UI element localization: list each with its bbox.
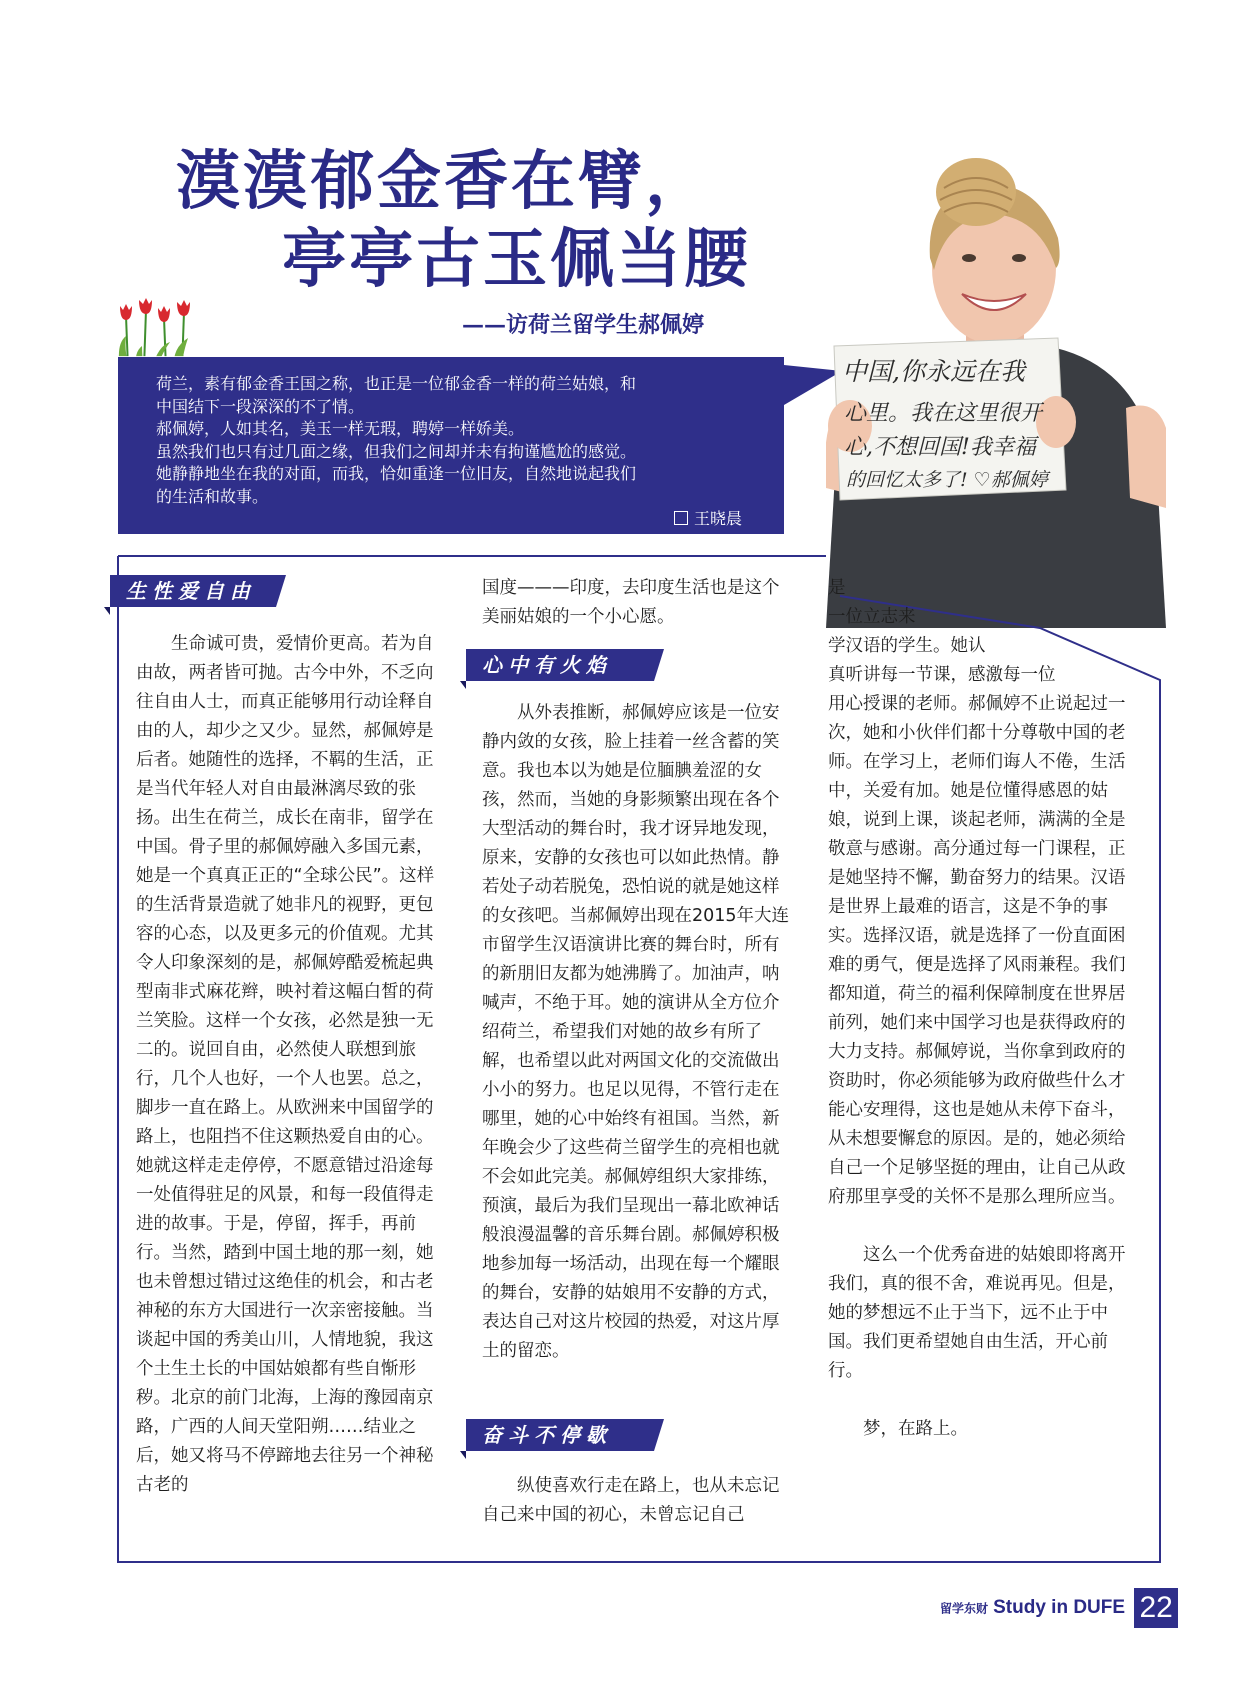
paragraph: 国度———印度，去印度生活也是这个美丽姑娘的一个小心愿。 — [482, 578, 780, 627]
sign-line: 中国,你永远在我 — [842, 357, 1025, 386]
page-number: 22 — [1134, 1588, 1178, 1628]
paragraph: 纵使喜欢行走在路上，也从未忘记自己来中国的初心，未曾忘记自己 — [482, 1476, 780, 1525]
paragraph: 从外表推断，郝佩婷应该是一位安静内敛的女孩，脸上挂着一丝含蓄的笑意。我也本以为她是位腼腆羞涩的女孩，然而，当她的身影频繁出现在各个大型活动的舞台时，我才讶异地发现，原来，安静的女孩也可以如此热情。静若处子动若脱兔，恐怕说的就是她这样的女孩吧。当郝佩婷出现在2015年大连市留学生汉语演讲比赛的舞台时，所有的新朋旧友都为她沸腾了。加油声，呐喊声，不绝于耳。她的演讲从全方位介绍荷兰，希望我们对她的故乡有所了解，也希望以此对两国文化的交流做出小小的努力。也足以见得，不管行走在哪里，她的心中始终有祖国。当然，新年晚会少了这些荷兰留学生的亮相也就不会如此完美。郝佩婷组织大家排练，预演，最后为我们呈现出一幕北欧神话般浪漫温馨的音乐舞台剧。郝佩婷积极地参加每一场活动，出现在每一个耀眼的舞台，安静的姑娘用不安静的方式，表达自己对这片校园的热爱，对这片厚土的留恋。 — [482, 703, 790, 1361]
sign-line: 的回忆太多了! ♡郝佩婷 — [846, 469, 1048, 491]
section-heading-text: 奋斗不停歇 — [482, 1423, 612, 1447]
paragraph: 这么一个优秀奋进的姑娘即将离开我们，真的很不舍，难说再见。但是，她的梦想远不止于当下，远不止于中国。我们更希望她自由生活，开心前行。 — [828, 1245, 1126, 1381]
magazine-name-cn: 留学东财 — [940, 1601, 989, 1616]
intro-line: 她静静地坐在我的对面，而我，恰如重逢一位旧友，自然地说起我们 — [156, 464, 637, 483]
column-2-lower — [482, 1472, 792, 1530]
magazine-name-en: Study in DUFE — [993, 1597, 1126, 1618]
sign-line: 心里。我在这里很开 — [844, 401, 1043, 426]
intro-line: 荷兰，素有郁金香王国之称，也正是一位郁金香一样的荷兰姑娘，和 — [156, 374, 637, 393]
text-line: 是 — [828, 578, 846, 598]
column-2 — [482, 699, 792, 1366]
column-1 — [136, 630, 446, 1500]
section-heading-text: 生性爱自由 — [126, 579, 256, 603]
paragraph: 生命诚可贵，爱情价更高。若为自由故，两者皆可抛。古今中外，不乏向往自由人士，而真正能够用行动诠释自由的人，却少之又少。显然，郝佩婷是后者。她随性的选择，不羁的生活，正是当代年轻人对自由最淋漓尽致的张扬。出生在荷兰，成长在南非，留学在中国。骨子里的郝佩婷融入多国元素，她是一个真真正正的“全球公民”。这样的生活背景造就了她非凡的视野，更包容的心态，以及更多元的价值观。尤其令人印象深刻的是，郝佩婷酷爱梳起典型南非式麻花辫，映衬着这幅白皙的荷兰笑脸。这样一个女孩，必然是独一无二的。说回自由，必然使人联想到旅行，几个人也好，一个人也罢。总之，脚步一直在路上。从欧洲来中国留学的路上，也阻挡不住这颗热爱自由的心。她就这样走走停停，不愿意错过沿途每一处值得驻足的风景，和每一段值得走进的故事。于是，停留，挥手，再前行。当然，踏到中国土地的那一刻，她也未曾想过错过这绝佳的机会，和古老神秘的东方大国进行一次亲密接触。当谈起中国的秀美山川，人情地貌，我这个土生土长的中国姑娘都有些自惭形秽。北京的前门北海，上海的豫园南京路，广西的人间天堂阳朔……结业之后，她又将马不停蹄地去往另一个神秘古老的 — [136, 634, 435, 1495]
intro-line: 中国结下一段深深的不了情。 — [156, 396, 365, 416]
section-heading-strive — [466, 1419, 654, 1451]
text-line: 一位立志来 — [828, 607, 916, 627]
sign-line: 心,不想回国!我幸福 — [844, 435, 1036, 460]
square-icon — [674, 511, 688, 525]
intro-line: 的生活和故事。 — [156, 486, 269, 506]
text-line: 学汉语的学生。她认 — [828, 636, 986, 656]
author-byline — [674, 506, 742, 529]
section-heading-flame — [466, 649, 654, 681]
column-3 — [828, 574, 1138, 1444]
title-line-1: 漠漠郁金香在臂， — [176, 145, 712, 219]
text-line: 真听讲每一节课，感激每一位 — [828, 665, 1056, 685]
section-heading-text: 心中有火焰 — [482, 653, 612, 677]
paragraph: 用心授课的老师。郝佩婷不止说起过一次，她和小伙伴们都十分尊敬中国的老师。在学习上，老师们诲人不倦，生活中，关爱有加。她是位懂得感恩的姑娘，说到上课，谈起老师，满满的全是敬意与感谢。高分通过每一门课程，正是她坚持不懈，勤奋努力的结果。汉语是世界上最难的语言，这是不争的事实。选择汉语，就是选择了一份直面困难的勇气，便是选择了风雨兼程。我们都知道，荷兰的福利保障制度在世界居前列，她们来中国学习也是获得政府的大力支持。郝佩婷说，当你拿到政府的资助时，你必须能够为政府做些什么才能心安理得，这也是她从未停下奋斗，从未想要懈怠的原因。是的，她必须给自己一个足够坚挺的理由，让自己从政府那里享受的关怀不是那么理所应当。 — [828, 694, 1126, 1207]
section-heading-freedom — [110, 575, 276, 607]
subtitle: ——访荷兰留学生郝佩婷 — [462, 312, 705, 338]
page-footer — [940, 1588, 1178, 1628]
student-photo — [826, 158, 1166, 628]
paragraph: 梦，在路上。 — [863, 1419, 968, 1439]
hair-bun — [936, 158, 1016, 226]
author-name: 王晓晨 — [694, 509, 743, 528]
column-2-continuation — [482, 574, 792, 632]
intro-text — [156, 373, 756, 508]
intro-line: 郝佩婷，人如其名，美玉一样无瑕，聘婷一样娇美。 — [156, 419, 525, 438]
intro-line: 虽然我们也只有过几面之缘，但我们之间却并未有拘谨尴尬的感觉。 — [156, 441, 637, 461]
title-line-2: 亭亭古玉佩当腰 — [282, 223, 751, 297]
